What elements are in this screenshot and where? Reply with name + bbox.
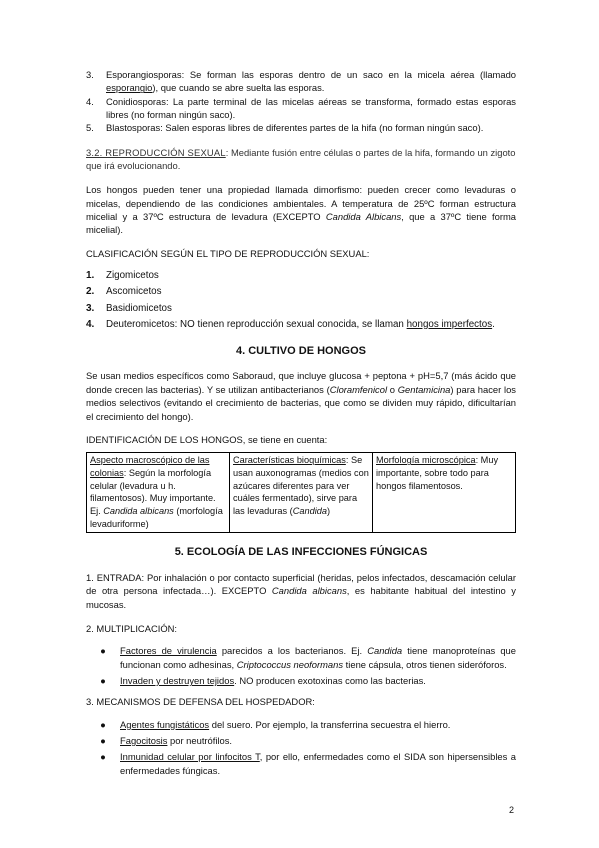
table-cell [87,453,230,533]
item-number: 4. [86,318,95,330]
bullet-icon: ● [100,751,106,763]
cell-heading: Aspecto macroscópico de las colonias [90,455,210,478]
item-text [106,68,516,95]
sexual-reproduction-paragraph [86,146,516,173]
paragraph-text-end: , que a 37ºC tiene forma micelial). [86,211,516,236]
species-name: Candida Albicans [325,211,402,223]
culture-paragraph [86,369,516,422]
cell-heading: Características bioquímicas [233,455,346,466]
item-desc: : Se forman las esporas dentro de un saco en la micela aérea (llamado [181,69,516,80]
item-text [106,95,516,122]
species-name: Candida albicans [103,505,174,516]
underlined-term: hongos imperfectos [406,318,493,330]
underlined-term: Factores de virulencia [120,645,217,657]
list-item [86,269,516,283]
item-desc: , por ello, enfermedades como el SIDA son hipersensibles a enfermedades fúngicas. [120,751,516,776]
subheading: 1. ENTRADA [86,571,142,583]
cell-heading: Morfología microscópica [376,455,476,466]
identification-table [86,452,516,533]
list-item [86,750,516,777]
list-item [86,674,516,687]
defense-label: 3. MECANISMOS DE DEFENSA DEL HOSPEDADOR: [86,696,315,708]
classification-list [86,269,516,332]
defense-list [86,718,516,777]
item-number: 1. [86,270,95,282]
item-desc-end: tiene cápsula, otros tienen sideróforos. [343,658,507,670]
item-term: Blastosporas [106,122,161,134]
item-text [106,121,516,134]
bullet-icon: ● [100,675,106,686]
cell-text: : Según la morfología celular (levadura u h. filamentosos). Muy importante. Ej. [90,467,216,516]
spore-type-list [86,68,516,135]
underlined-term: Inmunidad celular por linfocitos T [120,751,260,763]
cell-text-end: (morfología levaduriforme) [90,505,223,529]
drug-name: Cloramfenicol [329,383,388,395]
bullet-icon: ● [100,645,106,657]
paragraph-text: Los hongos pueden tener una propiedad llamada dimorfismo: pueden crecer como levaduras o micelas, dependiendo de las condiciones ambientales. A temperatura de 25ºC forman estructura micelial y a 37ºC estructura de levadura (EXCEPTO [86,184,516,223]
item-label: Ascomicetos [106,286,162,298]
cell-text: : Se usan auxonogramas (medios con azúcares diferentes para ver cuáles fermentado), sirve para las levaduras ( [233,455,369,516]
cell-text-end: ) [326,505,331,516]
list-item [86,644,516,671]
item-number: 3. [86,302,95,314]
page-number: 2 [508,805,514,815]
underlined-term: Fagocitosis [120,735,168,747]
item-desc-end: ), que cuando se abre suelta las esporas. [152,82,325,94]
item-number: 3. [86,69,94,80]
section-title-cultivo: 4. CULTIVO DE HONGOS [236,344,366,357]
paragraph-text-end: , es habitante habitual del intestino y mucosas. [86,585,516,610]
list-item [86,718,516,731]
item-label: Basidiomicetos [106,302,172,314]
multiplication-label: 2. MULTIPLICACIÓN: [86,622,177,634]
table-row [87,453,516,533]
item-label: Zigomicetos [106,270,159,282]
subsection-heading: 3.2. REPRODUCCIÓN SEXUAL [86,146,226,158]
classification-label: CLASIFICACIÓN SEGÚN EL TIPO DE REPRODUCCIÓN SEXUAL: [86,247,370,259]
item-text [120,644,516,671]
table-cell [373,453,516,533]
species-name: Candida [292,505,327,516]
paragraph-text: o [387,383,398,395]
item-text [120,734,516,747]
item-desc: : Salen esporas libres de diferentes partes de la hifa (no forman ningún saco). [160,122,484,134]
identification-label: IDENTIFICACIÓN DE LOS HONGOS, se tiene en cuenta: [86,433,328,445]
item-desc: : NO tienen reproducción sexual conocida, se llaman [174,318,407,330]
item-text [120,718,516,731]
list-item [86,95,516,122]
page-content [86,68,516,780]
bullet-icon: ● [100,735,106,747]
section-title-ecologia: 5. ECOLOGÍA DE LAS INFECCIONES FÚNGICAS [174,546,428,559]
species-name: Criptococcus neoformans [236,658,344,670]
item-desc: tiene manoproteínas que funcionan como adhesinas, [120,645,516,670]
species-name: Candida [367,645,403,657]
underlined-term: Agentes fungistáticos [120,718,210,730]
multiplication-list [86,644,516,687]
item-text [120,750,516,777]
item-term: Esporangiosporas [106,69,182,80]
dimorphism-paragraph [86,183,516,236]
item-number: 5. [86,122,94,134]
list-item [86,121,516,134]
paragraph-text: Se usan medios específicos como Saboraud, que incluye glucosa + peptona + pH=5,7 (más ácido que donde crecen las bacterias). Y se utilizan antibacterianos ( [86,370,516,395]
underlined-term: Invaden y destruyen tejidos [120,675,235,686]
item-number: 2. [86,286,95,298]
item-desc: . NO producen exotoxinas como las bacterias. [234,675,426,686]
list-item [86,734,516,747]
drug-name: Gentamicina [397,383,451,395]
cell-text: : Muy importante, sobre todo para hongos filamentosos. [376,455,499,491]
table-cell [230,453,373,533]
list-item [86,318,516,332]
species-name: Candida albicans [271,585,347,597]
list-item [86,68,516,95]
item-desc: por neutrófilos. [167,735,233,747]
item-desc: del suero. Por ejemplo, la transferrina secuestra el hierro. [209,718,451,730]
paragraph-text: : Por inhalación o por contacto superficial (heridas, pelos infectados, descamación celular de otra persona infectada…). EXCEPTO [86,571,516,597]
item-text [120,674,516,687]
item-desc-end: . [492,318,495,330]
bullet-icon: ● [100,718,106,730]
paragraph-text: : Mediante fusión entre células o partes de la hifa, formando un zigoto que irá evolucionando. [86,146,516,172]
list-item [86,302,516,316]
item-number: 4. [86,95,94,107]
item-desc: : La parte terminal de las micelas aéreas se transforma, formado estas esporas libres (no forman ningún saco). [106,95,516,121]
item-term: Conidiosporas [106,95,166,107]
entry-paragraph [86,571,516,611]
item-desc: parecidos a los bacterianos. Ej. [216,645,368,657]
list-item [86,285,516,299]
underlined-term: esporangio [106,82,153,94]
item-label: Deuteromicetos [106,318,175,330]
item-text [106,318,516,332]
paragraph-text: ) para hacer los medios selectivos (evitando el crecimiento de bacterias, que como se dividen muy rápido, dificultarían el crecimiento del hongo). [86,383,516,422]
